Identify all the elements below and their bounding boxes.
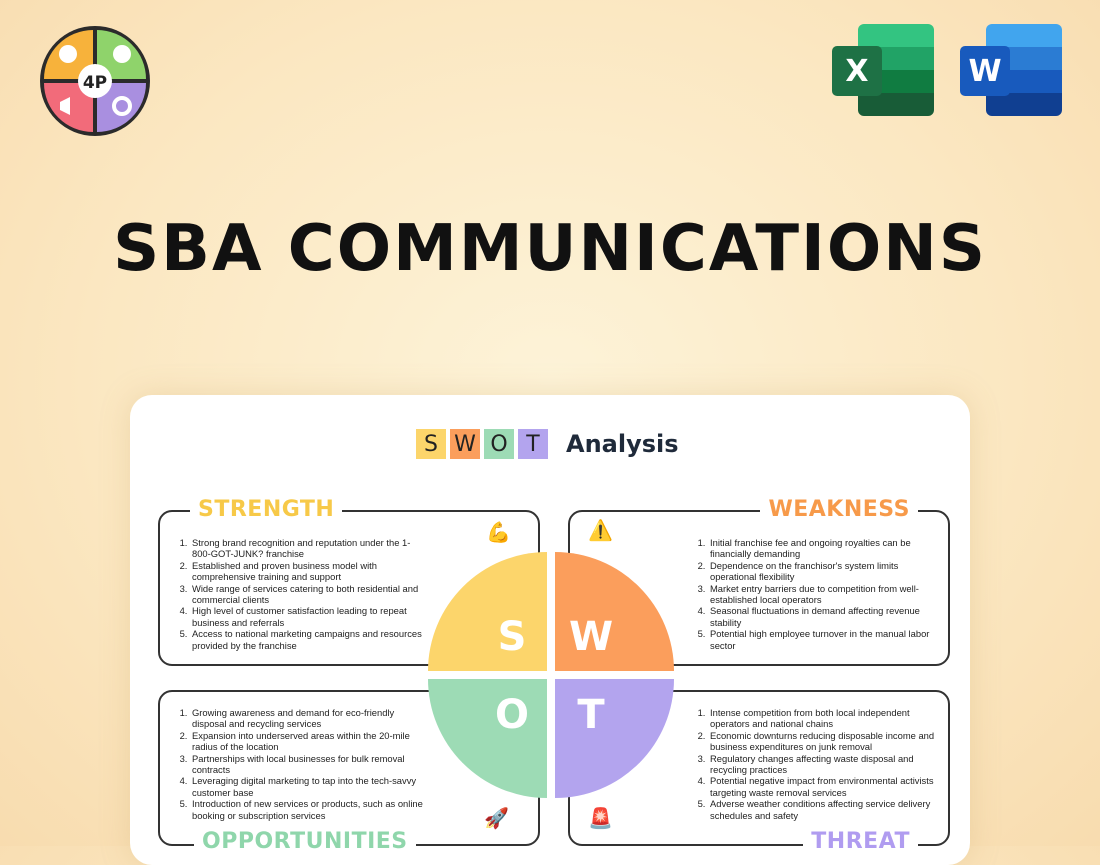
word-icon[interactable] [960, 24, 1062, 116]
list-item: 3. Partnerships with local businesses for bulk removal contracts [190, 753, 430, 776]
swot-card [130, 395, 970, 865]
swot-letter-w: W [450, 429, 480, 459]
list-item: 5. Potential high employee turnover in the manual labor sector [708, 628, 944, 651]
warning-icon: ⚠️ [588, 520, 613, 542]
wheel-quadrant-s [428, 552, 547, 671]
4p-logo [38, 24, 152, 138]
list-item: 5. Adverse weather conditions affecting service delivery schedules and safety [708, 798, 948, 821]
logo-text: 4P [82, 73, 108, 93]
list-item: 2. Expansion into underserved areas within the 20-mile radius of the location [190, 730, 430, 753]
lightbulb-icon [59, 45, 77, 63]
weakness-title: WEAKNESS [760, 497, 918, 522]
excel-icon[interactable] [832, 24, 934, 116]
opportunities-title: OPPORTUNITIES [194, 829, 416, 854]
swot-heading [416, 429, 679, 459]
list-item: 1. Growing awareness and demand for eco-friendly disposal and recycling services [190, 707, 430, 730]
siren-icon: 🚨 [588, 808, 613, 830]
wheel-quadrant-t [555, 679, 674, 798]
swot-letter-s: S [416, 429, 446, 459]
list-item: 2. Established and proven business model with comprehensive training and support [190, 560, 422, 583]
list-item: 4. High level of customer satisfaction leading to repeat business and referrals [190, 605, 422, 628]
strength-list [164, 537, 422, 651]
list-item: 1. Strong brand recognition and reputation under the 1-800-GOT-JUNK? franchise [190, 537, 422, 560]
flexed-biceps-icon: 💪 [486, 522, 511, 544]
list-item: 3. Wide range of services catering to both residential and commercial clients [190, 583, 422, 606]
swot-wheel [428, 552, 674, 798]
weakness-list [682, 537, 944, 651]
list-item: 3. Regulatory changes affecting waste disposal and recycling practices [708, 753, 948, 776]
word-letter: W [960, 46, 1010, 96]
wheel-letter-w: W [568, 614, 614, 660]
wheel-letter-s: S [497, 614, 527, 660]
excel-letter: X [832, 46, 882, 96]
swot-letter-t: T [518, 429, 548, 459]
app-icons [832, 24, 1062, 116]
wheel-letter-o: O [494, 692, 530, 738]
list-item: 3. Market entry barriers due to competition from well-established local operators [708, 583, 944, 606]
strength-title: STRENGTH [190, 497, 342, 522]
list-item: 4. Potential negative impact from environmental activists targeting waste removal services [708, 775, 948, 798]
list-item: 2. Dependence on the franchisor's system limits operational flexibility [708, 560, 944, 583]
opportunities-list [164, 707, 430, 821]
list-item: 2. Economic downturns reducing disposable income and business expenditures on junk removal [708, 730, 948, 753]
list-item: 5. Introduction of new services or products, such as online booking or subscription services [190, 798, 430, 821]
wheel-letter-t: T [577, 692, 605, 738]
list-item: 1. Initial franchise fee and ongoing royalties can be financially demanding [708, 537, 944, 560]
dollar-icon [113, 45, 131, 63]
page-title: SBA COMMUNICATIONS [113, 212, 987, 286]
swot-letter-o: O [484, 429, 514, 459]
list-item: 4. Seasonal fluctuations in demand affecting revenue stability [708, 605, 944, 628]
list-item: 4. Leveraging digital marketing to tap into the tech-savvy customer base [190, 775, 430, 798]
wheel-quadrant-o [428, 679, 547, 798]
rocket-icon: 🚀 [484, 808, 509, 830]
list-item: 5. Access to national marketing campaigns and resources provided by the franchise [190, 628, 422, 651]
threat-list [682, 707, 948, 821]
swot-heading-word: Analysis [566, 430, 679, 458]
list-item: 1. Intense competition from both local independent operators and national chains [708, 707, 948, 730]
threat-title: THREAT [803, 829, 918, 854]
